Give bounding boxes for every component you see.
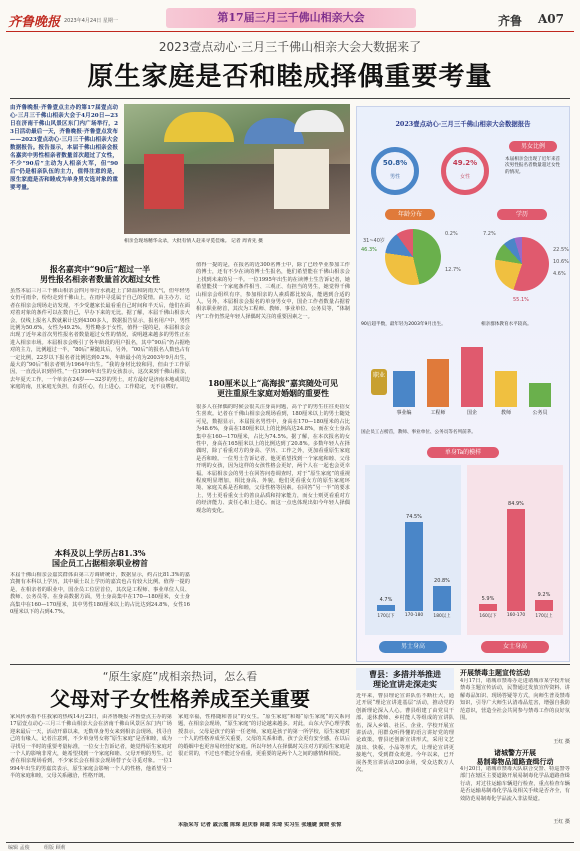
news-checkpoint-body: 4月20日，诸城市禁毒大队联合交警、特巡警等部门在辖区主要道路开展易制毒化学品道路查缉行动，对过往运输车辆进行检查，重点检查车辆是否运输易制毒化学品及相关手续是否齐全，有效防范易制毒化学品流入非法渠道。 [460, 766, 570, 802]
section-name: 齐鲁 [498, 14, 523, 28]
news-caoxian [356, 668, 454, 840]
age-note: 90后超半数，最年轻为2003年9月出生。 [361, 322, 446, 327]
male-bars-label-0: 170以下 [377, 614, 395, 619]
job-bar-4 [529, 383, 551, 407]
height-female-label: 女士身高 [481, 641, 549, 653]
gender-note: 本届相亲会出现了近年来首次男性报名者数量超过女性的情况。 [505, 157, 561, 175]
banner-text: 第17届三月三千佛山相亲大会 [217, 11, 365, 24]
male-bars-bar-2 [433, 586, 451, 611]
height-male-label: 男士身高 [379, 641, 447, 653]
subhead-height: 180厘米以上“高海拔”嘉宾随处可见 更注重原生家庭对婚姻的重要性 [208, 378, 338, 398]
female-bars-bar-2 [535, 600, 553, 611]
job-bar-label-0: 事业编 [396, 410, 412, 416]
female-bars-bar-0 [479, 604, 497, 611]
umbrella-white [294, 110, 344, 132]
male-percent: 50.8% [382, 159, 408, 167]
female-percent: 49.2% [452, 159, 478, 167]
job-bar-label-1: 工程师 [430, 410, 446, 416]
footer-rule [6, 842, 574, 843]
male-bars-label-2: 180以上 [433, 614, 451, 619]
age-label-b: 31~40岁 [363, 238, 385, 244]
job-note: 国企员工占榜首，教师、事业单位、公务员等名列前茅。 [361, 430, 476, 435]
job-bar-1 [427, 359, 449, 407]
feature-kicker: “原生家庭”成相亲热词，怎么看 [102, 670, 258, 683]
issue-date: 2023年4月24日 星期一 [64, 18, 118, 24]
job-heading: 职业 [371, 369, 387, 395]
female-bars-label-0: 160以下 [479, 614, 497, 619]
report-title: 2023壹点动心·三月三千佛山相亲大会数据报告 [395, 120, 531, 128]
job-bar-label-2: 国企 [466, 410, 477, 416]
news-antidrug-title: 开展禁毒主题宣传活动 [460, 668, 530, 677]
female-bars-label-2: 170以上 [535, 614, 553, 619]
body-column-2a: 值得一提的是，在报名的近300名博士中，除了已经毕业参加工作的博士，还有不少在读的博士生报名，他们希望能在千佛山相亲会上找到未来的另一半。一位1995年出生的在读博士生告诉记者，她希望能找一个家庭条件相当、三观正、有担当的男生，她觉得千佛山相亲会组织有序，参加相亲的人素质都比较高，能遇到合适的人。另外，本届相亲会报名的单身男女中，国企工作者数量占据着相亲职业榜首，其次为工程师、教师、事业单位、公务员等，“体制内”工作仍然是年轻人择偶时关注的重要因素之一。 [196, 262, 350, 320]
data-report-panel [356, 106, 570, 662]
height-female-chart [467, 465, 563, 635]
female-bars-value-1: 84.9% [508, 501, 524, 508]
lead-paragraph: 由齐鲁晚报·齐鲁壹点主办的第17届壹点动心·三月三千佛山相亲大会于4月20日—23日在济南千佛山风景区东门内广场举行，23日活动最后一天，齐鲁晚报·齐鲁壹点发布——2023壹点动心·三月三千佛山相亲大会数据报告。报告显示，本届千佛山相亲会报名嘉宾中男性相亲者数量首次超过了女性，不少“90后”主动为人相亲大军，但“90后”仍是相亲队伍的主力，值得注意的是，原生家庭是否和睦成为单身男女选对象的重要考量。 [10, 105, 118, 191]
umbrella-yellow [164, 112, 234, 142]
job-bar-3 [495, 371, 517, 407]
male-bars-bar-0 [377, 605, 395, 611]
photo-caption: 相亲会现场精华众录，大批有情人赶来寻觅佳缘。 记者 周青先 摄 [124, 239, 263, 244]
body-column-2b: 很多人在择偶的时候会很关注身高问题，高个子的男生往往更招女生喜欢。记者在千佛山相亲会现场看到，180厘米以上的男士随处可见，数据显示，本届报名男性中，身高在170—180厘米的占比为48.6%，身高在180厘米以上的比例高达24.8%，而在女士身高集中在160—170厘米，占比为74.5%。据了解，在本次报名的女性中，身高在165厘米以上的比例达到了20.8%。多数年轻人在择偶时，除了看重对方的身高、学历、工作之外，更加看重原生家庭是否和睦。一位男士告诉记者，他更希望找到一个家庭和睦、父母开明的女孩，因为这样的女孩性格会更好，两个人在一起也会更幸福。本届相亲会的男士在回答问卷调查时，对于“原生家庭”的重视程度明显增加，相比身高、外貌，他们更看重女方的原生家庭环境、家庭关系是否和睦，父母性格等因素。在回答“另一半”的要求上，男士更看重女士的善良品质和持家能力，而女士则更看重对方的经济能力、责任心和上进心。而这一点也体现出如今年轻人择偶观念的变化。 [196, 404, 350, 514]
edu-note: 相亲群体教育水平较高。 [481, 322, 532, 327]
male-ring [371, 147, 419, 195]
news-antidrug [460, 668, 570, 840]
male-bars-value-2: 20.8% [434, 578, 450, 585]
event-photo [124, 104, 350, 234]
gender-heading: 男女比例 [509, 141, 557, 152]
female-bars-value-2: 9.2% [537, 591, 551, 598]
job-chart [387, 337, 565, 423]
footer-designer: 组版 顾莉 [44, 845, 66, 851]
subhead-education: 本科及以上学历占81.3% 国企员工占据相亲职业榜首 [52, 548, 148, 568]
age-heading: 年龄分布 [385, 209, 435, 220]
edu-pie [495, 237, 549, 291]
feature-body-a: 家风传承指不住我家的热线14月23日，由齐鲁晚报·齐鲁壹点主办的第17届壹点动心·三月三千佛山相亲大会在济南千佛山风景区东门内广场迎来最后一天，活动开幕以来，无数单身男女来到相亲会现场，找寻自己的有缘人，记者注意到，不少单身男女将“原生家庭”是否和睦，成为寻找另一半时的重要考量标准，一位女士告诉记者，她觉得原生家庭对一个人的影响非常大，她希望找到一个家庭和睦、父母开明的男生。记者在相亲现场看到，不少家长会在相亲会现场替子女寻觅对象。一位1994年出生的男嘉宾表示，原生家庭会影响一个人的性格，他希望另一半的家庭和睦，父母关系融洽，性格开朗。 [10, 714, 172, 780]
age-label-c: 0.2% [445, 231, 458, 237]
edu-label-a: 55.1% [513, 297, 529, 303]
female-bars-label-1: 160-170 [506, 613, 526, 618]
body-column-1a: 虽然本届三月三千佛山相亲会四月举行水就赶上了降温和阴雨天气，但年轻男女仍可雨伞，纷纷走到千佛山上，在雨中寻觅属于自己的爱情。由主办方、记者在相亲会现场走访发现，不少受邀家长最看重自己时间和半天后，他们在面对着对象的条件可以在数自己，早办下来的无比。据了解，本届千佛山相亲大会，仅线上报名人数就累计达到4300多人，数据报告显示，报名用户中，男性比例为50.6%，女性为49.2%。男性略多于女性，值得一提的是，本届相亲会出现了近年来首次男性报名者数量超过女性的情况，说明越来越多的男性正在进入相亲市场。本届相亲会吸引了各年龄段的用户报名，其中“90后”仍占据绝对的主力，比例超过一半，“80后”紧随其后，另外，“00后”的报名人数也占有一定比例，22岁以下报名者比例达到0.2%，年龄最小的为2003年9月出生，最大的“90后”相亲者则为1964年出生。“我的身材比较和同，但由于工作原因，一直没认识到异性，”一位1996年出生的女孩表示，这次来到千佛山相亲，去年夏天工作，一个单亲在24岁——32岁的男士，对方最好是济南本地或周边家庭的南，且家庭无负担，有责任心，有上进心，工作稳定，无不良嗜好。 [10, 288, 190, 391]
feature-headline: 父母对子女性格养成至关重要 [50, 687, 310, 711]
male-bars-value-1: 74.5% [406, 513, 422, 520]
board-red [144, 154, 184, 209]
job-bars [387, 337, 565, 417]
main-headline: 原生家庭是否和睦成择偶重要考量 [87, 62, 493, 92]
female-bars-bar-1 [507, 509, 525, 611]
edu-heading: 学历 [497, 209, 547, 220]
job-bar-2 [461, 347, 483, 407]
edu-label-d: 7.2% [483, 231, 496, 237]
male-height-bars [371, 475, 455, 625]
female-height-bars [473, 475, 557, 625]
top-kicker: 2023壹点动心·三月三千佛山相亲大会大数据来了 [158, 40, 422, 54]
age-label-a: 46.3% [361, 247, 377, 253]
headline-rule [10, 98, 570, 99]
male-label: 男性 [389, 174, 400, 180]
news-caoxian-body: 近年来，曹县理论宣讲队伍不断壮大，通过开展“理论宣讲进基层”活动，推动党的创新理论深入人心。曹县组建了由党员干部、退休教师、乡村能人等组成的宣讲队伍，深入乡镇、社区、企业、学校开展宣讲活动，用群众听得懂的语言讲好党的理论政策。曹县还创新宣讲形式，采用文艺演出、快板、小品等形式，让理论宣讲更接地气，受到群众欢迎。今年以来，已开展各类宣讲活动200余场，受众达数万人次。 [356, 693, 454, 774]
job-bar-0 [393, 371, 415, 407]
news-antidrug-reporter: 王红 摄 [553, 739, 570, 745]
female-bars-value-0: 5.9% [481, 595, 495, 602]
section-divider [10, 664, 570, 665]
page-number: A07 [538, 12, 565, 26]
body-column-1b: 本届千佛山相亲会嘉宾群体由第三方调研统计，数据显示，约占比81.3%的嘉宾拥有本科以上学历，其中硕士以上学历的嘉宾也占有较大比例。值得一提的是，在相亲者的职业中，国企员工位居首位，其次是工程师、事业单位人员、教师、公务员等。在身高数据方面，男士身高集中在170—180厘米，女士身高集中在160—170厘米，其中男性180厘米以上的占比达到24.8%，女性160厘米以下的占到4.7%。 [10, 572, 190, 616]
male-bars-bar-1 [405, 522, 423, 611]
event-banner [166, 8, 416, 28]
feature-credits: 本版采写 记者 戚云霞 陈琛 赵庆春 商雄 朱琦 实习生 张瑾婕 黄晓 张惊 [178, 822, 342, 828]
footer-editor: 编辑 孟俊 [8, 845, 30, 851]
paper-logo: 齐鲁晚报 [8, 15, 61, 30]
job-bar-label-4: 公务员 [532, 410, 548, 416]
age-pie [385, 229, 441, 285]
news-antidrug-body: 4月17日，诸城市禁毒办走进诸城市某学校开展禁毒主题宣传活动，民警通过发放宣传资料、讲解毒品知识、现场答疑等方式，向师生普及禁毒知识，引导广大师生认清毒品危害，增强自我防范意识，营造全社会共同参与禁毒工作的良好氛围。 [460, 678, 570, 722]
height-male-chart [365, 465, 461, 635]
female-label: 女性 [459, 174, 470, 180]
height-heading: 单身Ta的模样 [427, 447, 499, 458]
male-bars-label-1: 170-180 [404, 613, 424, 618]
edu-label-c: 10.6% [553, 259, 569, 265]
news-checkpoint-title: 诸城警方开展 易制毒物品道路查缉行动 [476, 748, 554, 766]
subhead-young-majority: 报名嘉宾中“90后”超过一半 男性报名相亲者数量首次超过女性 [40, 264, 160, 284]
masthead [6, 6, 574, 32]
feature-body-b: 家庭幸福，性格随和善良”的女生。“原生家庭”和婚“原生家庭”的关系问题，在相亲会现场，“原生家庭”的讨论越来越多。对此，山东大学心理学教授表示，父母是孩子的第一任老师，家庭是孩子的第一所学校，原生家庭对一个人的性格养成至关重要，父母的关系和谐，孩子会更有安全感，在以后的婚姻中也更容易经营好家庭。所以年轻人在择偶时关注对方的原生家庭是很正常的，不过也不能过分看重，更重要的是两个人之间的感情和相处。 [178, 714, 350, 758]
news-caoxian-title: 曹县：多措并举推进 理论宣讲走深走实 [356, 668, 454, 690]
edu-label-b: 22.5% [553, 247, 569, 253]
age-label-d: 12.7% [445, 267, 461, 273]
job-bar-label-3: 教师 [500, 410, 511, 416]
news-checkpoint-reporter: 王红 摄 [553, 819, 570, 825]
board-white [274, 149, 329, 209]
female-ring [441, 147, 489, 195]
edu-label-e: 4.6% [553, 271, 566, 277]
male-bars-value-0: 4.7% [379, 597, 393, 604]
